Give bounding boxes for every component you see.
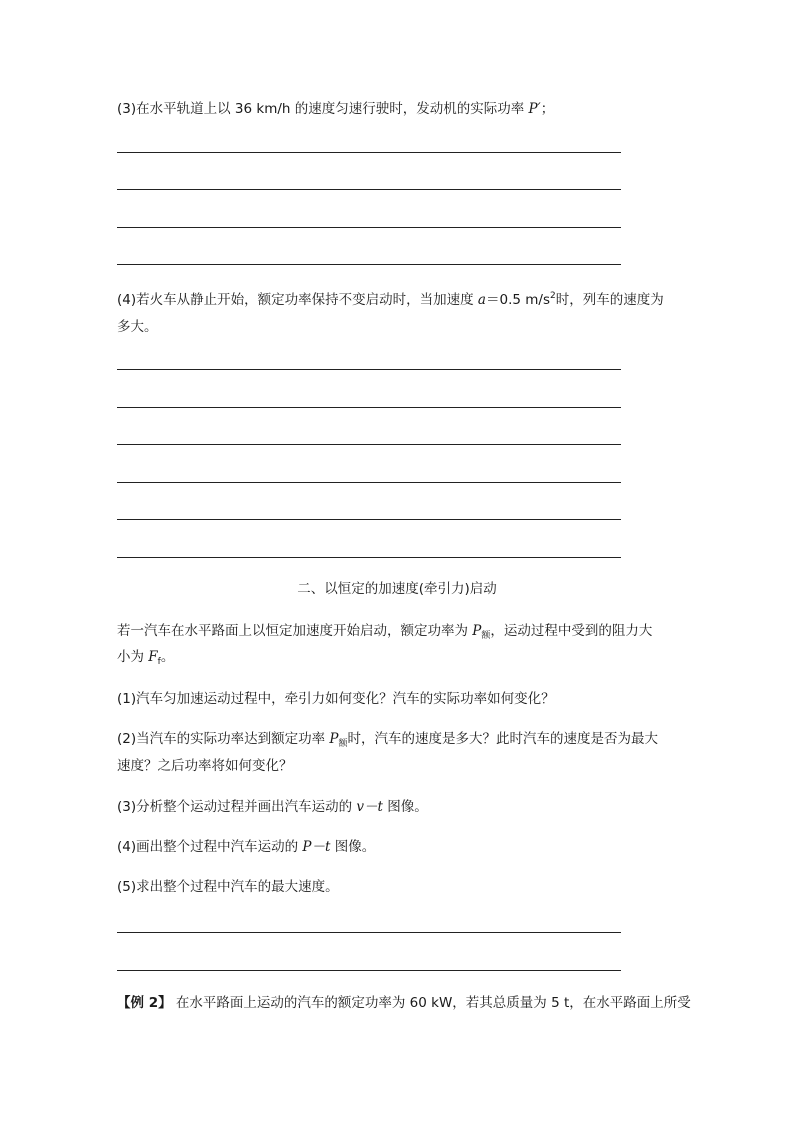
s2q4-b: 图像。	[330, 839, 376, 855]
q2-b: 时，汽车的速度是多大？此时汽车的速度是否为最大	[347, 731, 659, 747]
section-intro-line2	[117, 648, 174, 671]
example-tag: 【例 2】	[117, 995, 172, 1011]
q2-sub: 额	[338, 739, 348, 749]
answer-line[interactable]	[117, 932, 621, 933]
intro-sub: 额	[481, 631, 491, 641]
answer-line[interactable]	[117, 407, 621, 408]
q4-line2: 多大。	[117, 319, 158, 335]
s2q3-var: v－t	[356, 799, 383, 815]
section-title: 二、以恒定的加速度(牵引力)启动	[297, 581, 497, 597]
s2q3-a: (3)分析整个运动过程并画出汽车运动的	[117, 799, 357, 815]
intro2-sub: f	[157, 657, 161, 667]
question-4	[117, 287, 664, 309]
q2-a: (2)当汽车的实际功率达到额定功率	[117, 731, 330, 747]
intro2-b: 。	[160, 649, 175, 665]
q4-line1-a: (4)若火车从静止开始，额定功率保持不变启动时，当加速度	[117, 292, 478, 308]
answer-line[interactable]	[117, 970, 621, 971]
section2-q3	[117, 798, 428, 816]
intro-b: ，运动过程中受到的阻力大	[490, 623, 653, 639]
example-2	[117, 994, 691, 1012]
s2q4-var: P－t	[302, 839, 331, 855]
answer-line[interactable]	[117, 227, 621, 228]
s2q3-b: 图像。	[382, 799, 428, 815]
q4-sup: 2	[549, 291, 556, 301]
question-3	[117, 100, 554, 118]
section2-q2	[117, 730, 658, 753]
intro-a: 若一汽车在水平路面上以恒定加速度开始启动，额定功率为	[117, 623, 473, 639]
answer-line[interactable]	[117, 264, 621, 265]
section-intro	[117, 622, 652, 645]
example-text: 在水平路面上运动的汽车的额定功率为 60 kW，若其总质量为 5 t，在水平路面上所受	[171, 995, 691, 1011]
q3-var: P′	[528, 101, 541, 117]
q4-line1-c: 时，列车的速度为	[555, 292, 664, 308]
intro2-var: F	[148, 649, 158, 665]
answer-line[interactable]	[117, 557, 621, 558]
section2-q1: (1)汽车匀加速运动过程中，牵引力如何变化？汽车的实际功率如何变化？	[117, 691, 555, 707]
answer-line[interactable]	[117, 519, 621, 520]
q4-line1-b: ＝0.5 m/s	[485, 292, 550, 308]
answer-line[interactable]	[117, 482, 621, 483]
intro-var: P	[472, 623, 482, 639]
section2-q4	[117, 838, 375, 856]
s2q4-a: (4)画出整个过程中汽车运动的	[117, 839, 303, 855]
answer-line[interactable]	[117, 444, 621, 445]
section2-q5: (5)求出整个过程中汽车的最大速度。	[117, 879, 339, 895]
answer-line[interactable]	[117, 189, 621, 190]
q2-var: P	[329, 731, 339, 747]
q3-prefix: (3)在水平轨道上以 36 km/h 的速度匀速行驶时，发动机的实际功率	[117, 101, 529, 117]
q3-suffix: ；	[540, 101, 555, 117]
section2-q2-line2: 速度？之后功率将如何变化？	[117, 758, 293, 774]
answer-line[interactable]	[117, 152, 621, 153]
answer-line[interactable]	[117, 369, 621, 370]
q4-var: a	[477, 292, 486, 308]
intro2-a: 小为	[117, 649, 149, 665]
